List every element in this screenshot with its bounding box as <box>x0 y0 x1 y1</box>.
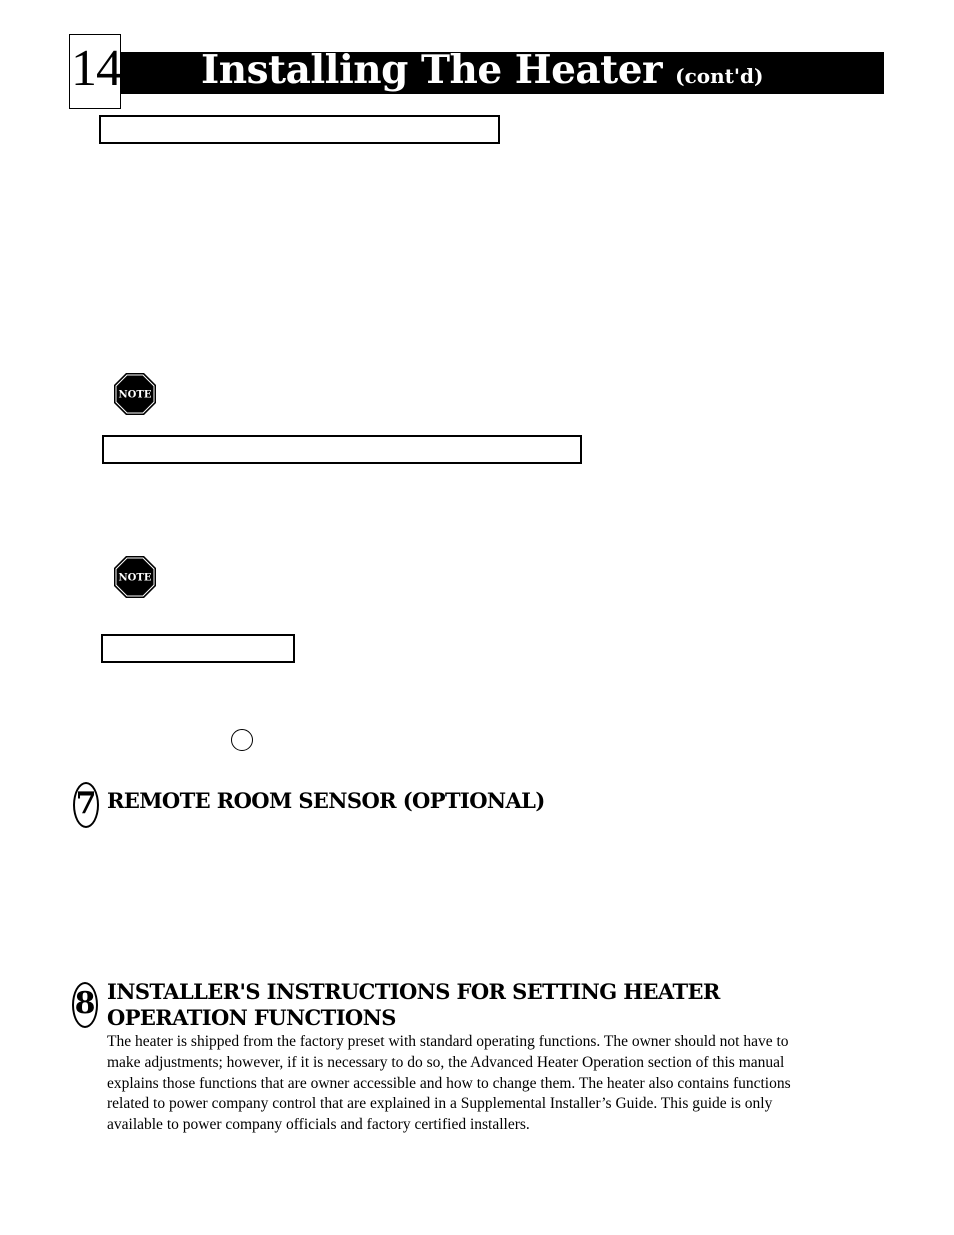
body-line: The heater is shipped from the factory preset with standard operating functions. The owner should not have to <box>107 1033 789 1050</box>
section-heading-remote-room-sensor: REMOTE ROOM SENSOR (OPTIONAL) <box>107 788 545 813</box>
body-paragraph <box>107 1032 887 1136</box>
page-title-text: Installing The Heater <box>201 47 663 93</box>
blank-heading-box-1 <box>99 115 500 144</box>
note-stop-sign-icon <box>113 372 157 416</box>
page-title-suffix: (cont'd) <box>675 64 764 88</box>
body-line: make adjustments; however, if it is necessary to do so, the Advanced Heater Operation section of this manual <box>107 1053 785 1071</box>
body-line: available to power company officials and factory certified installers. <box>107 1116 530 1134</box>
body-line: explains those functions that are owner accessible and how to change them. The heater also contains functions <box>107 1074 791 1092</box>
step-number-8: 8 <box>72 982 98 1028</box>
body-line: related to power company control that are explained in a Supplemental Installer’s Guide. This guide is only <box>107 1095 773 1113</box>
blank-heading-box-3 <box>101 634 295 663</box>
note-label: NOTE <box>118 572 152 584</box>
heading-line: OPERATION FUNCTIONS <box>107 1005 396 1030</box>
step-number-7: 7 <box>73 782 99 828</box>
blank-heading-box-2 <box>102 435 582 464</box>
page-title <box>201 49 763 97</box>
note-stop-sign-icon <box>113 555 157 599</box>
title-bar <box>121 47 884 94</box>
circle-marker <box>231 729 253 751</box>
note-label: NOTE <box>118 389 152 401</box>
page-number: 14 <box>71 40 121 97</box>
section-heading-installer-instructions <box>107 979 720 1031</box>
heading-line: INSTALLER'S INSTRUCTIONS FOR SETTING HEATER <box>107 979 720 1004</box>
